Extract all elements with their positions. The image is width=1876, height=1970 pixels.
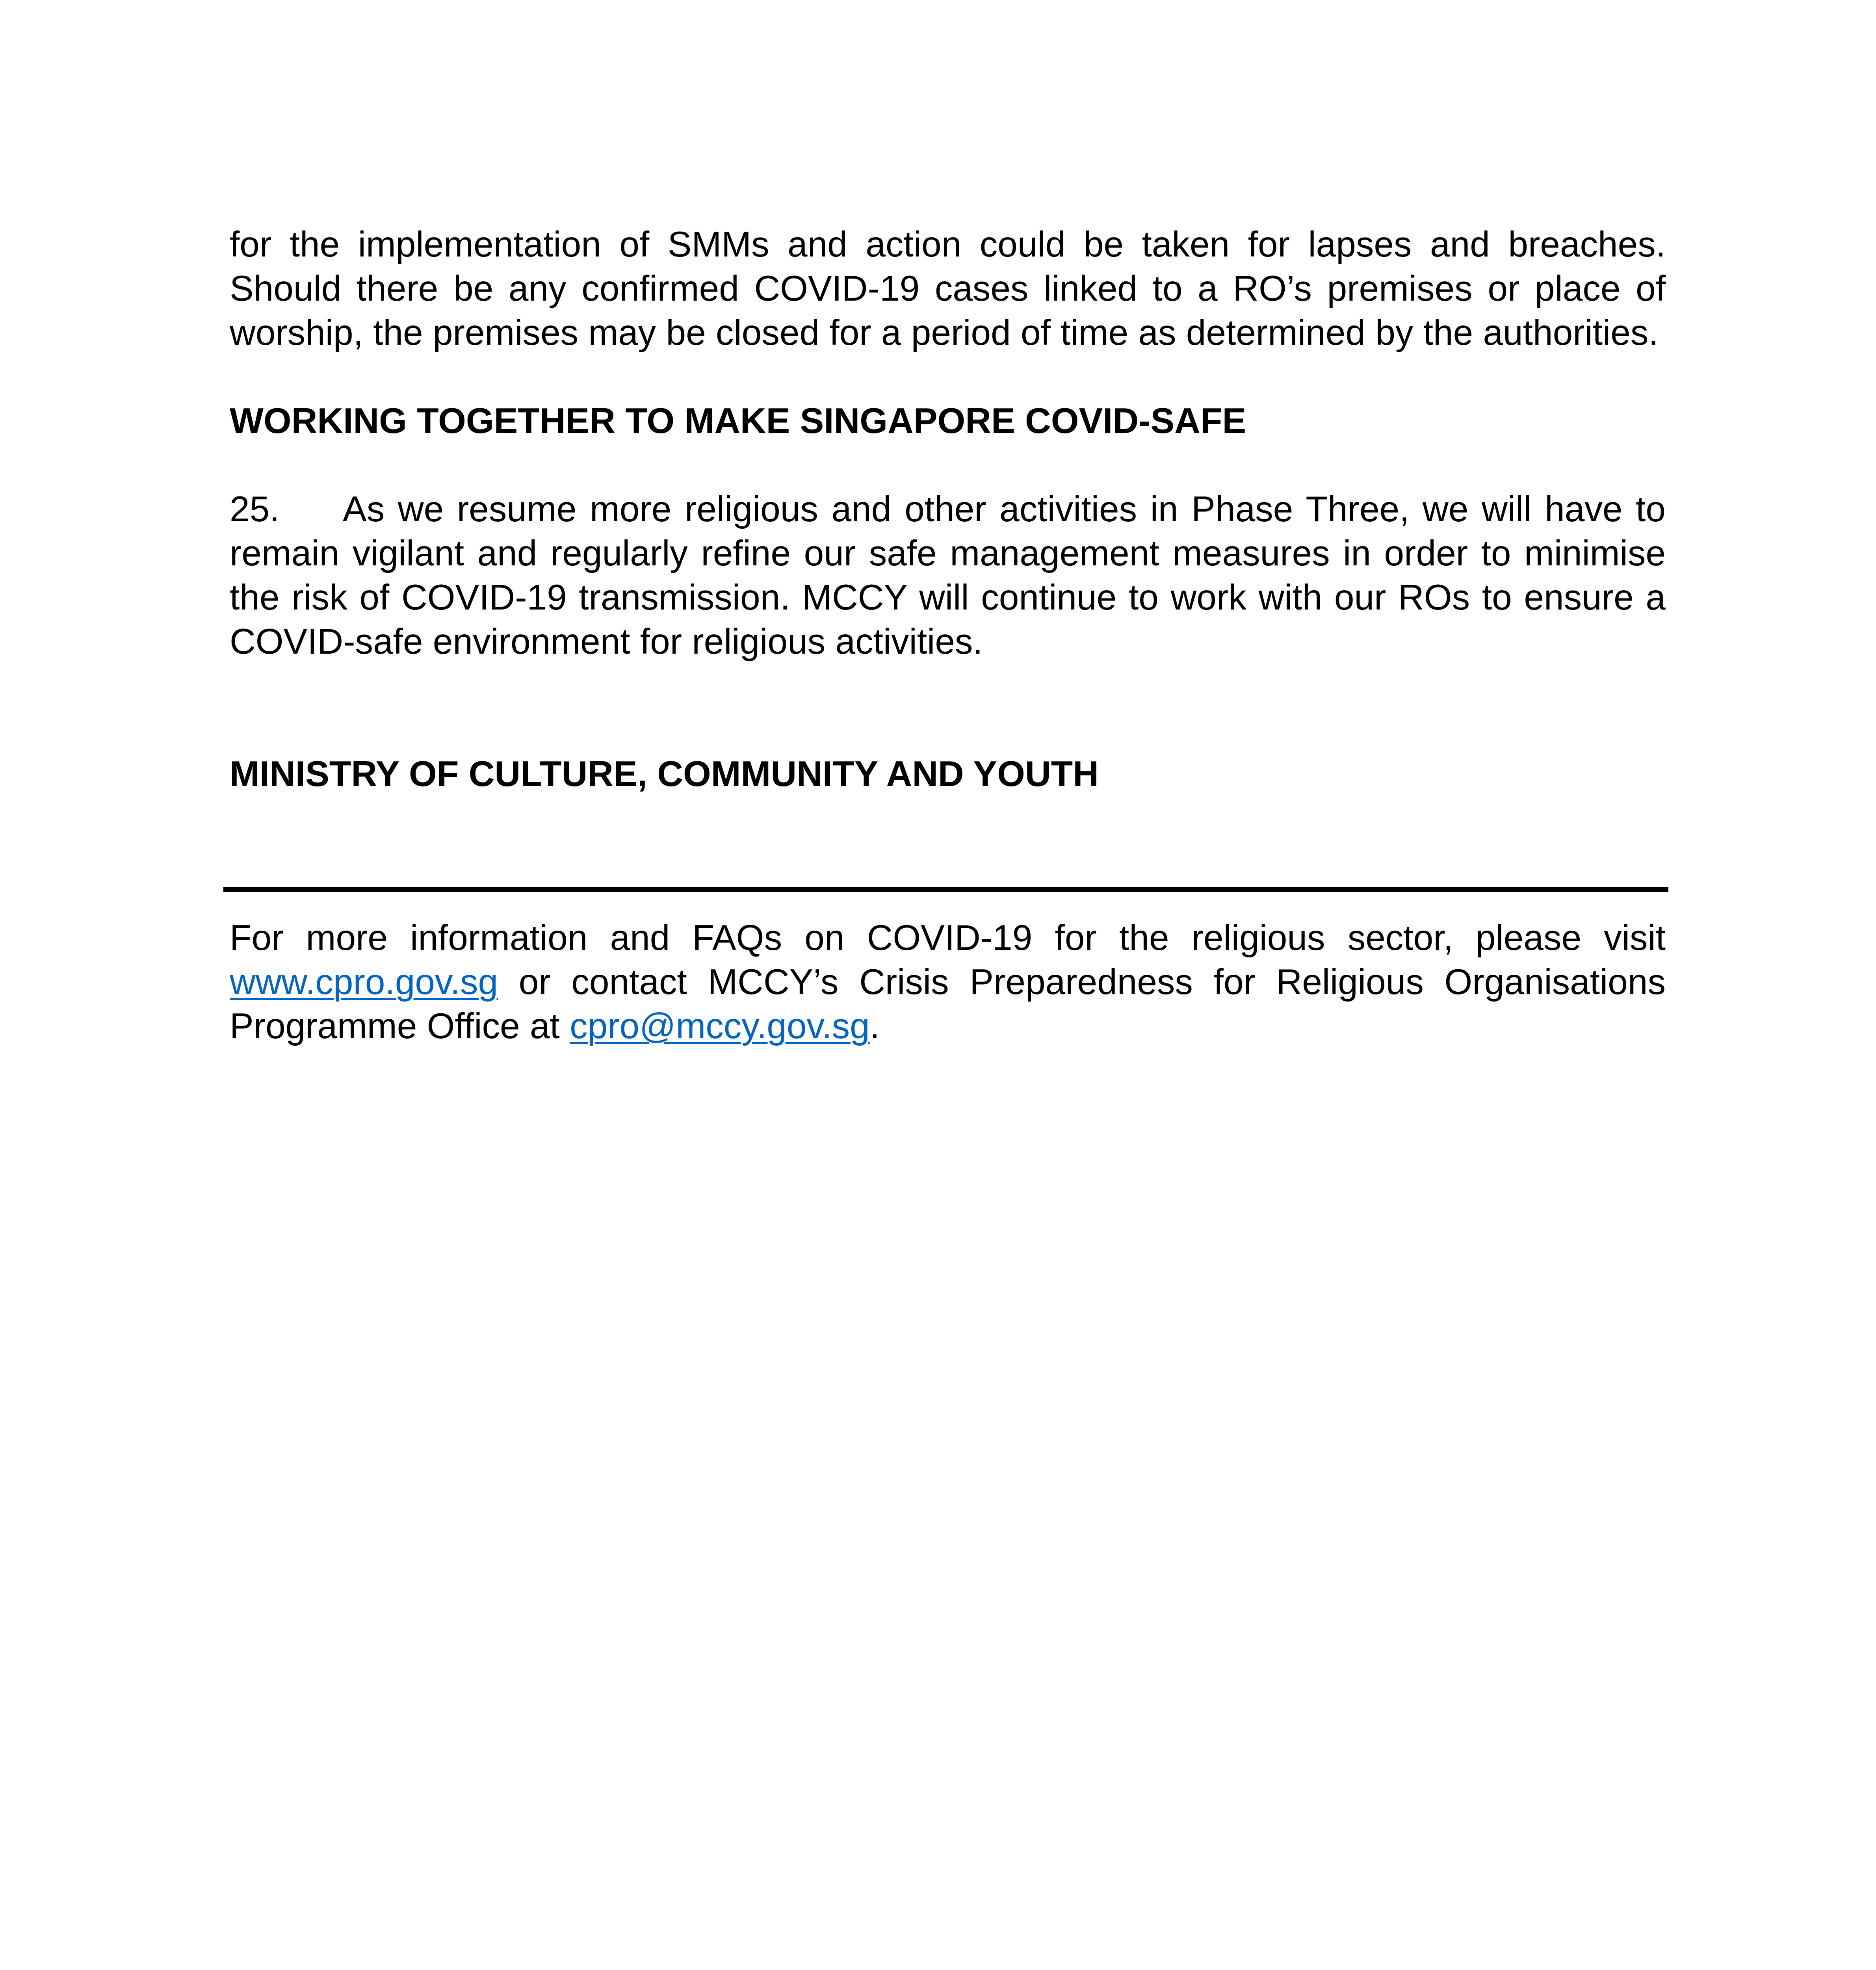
cpro-email-link[interactable]: cpro@mccy.gov.sg (570, 1006, 870, 1046)
contact-text-1: For more information and FAQs on COVID-19 for the religious sector, please visit (230, 918, 1666, 958)
contact-footnote (230, 916, 1666, 1048)
cpro-website-link[interactable]: www.cpro.gov.sg (230, 962, 498, 1002)
divider-line (223, 887, 1668, 892)
ministry-signature-heading: MINISTRY OF CULTURE, COMMUNITY AND YOUTH (230, 754, 1099, 794)
contact-text-2: or contact MCCY’s Crisis Preparedness for Religious Organisations Programme Office at (230, 962, 1666, 1046)
horizontal-rule (223, 887, 1668, 892)
paragraph-25 (230, 487, 1666, 664)
document-body (230, 223, 1666, 796)
contact-paragraph (230, 916, 1666, 1048)
continuation-paragraph: for the implementation of SMMs and action could be taken for lapses and breaches. Should there be any confirmed COVID-19 cases linked to a RO’s premises or place of worship, the premises may be closed for a period of time as determined by the authorities. (230, 225, 1666, 353)
paragraph-number: 25. (230, 489, 280, 529)
contact-text-3: . (869, 1006, 880, 1046)
spacer (230, 664, 1666, 752)
section-heading: WORKING TOGETHER TO MAKE SINGAPORE COVID-SAFE (230, 401, 1246, 441)
spacer (230, 355, 1666, 399)
paragraph-25-text: As we resume more religious and other activities in Phase Three, we will have to remain vigilant and regularly refine our safe management measures in order to minimise the risk of COVID-19 transmission. MCCY will continue to work with our ROs to ensure a COVID-safe environment for religious activities. (230, 489, 1666, 662)
spacer (230, 443, 1666, 487)
